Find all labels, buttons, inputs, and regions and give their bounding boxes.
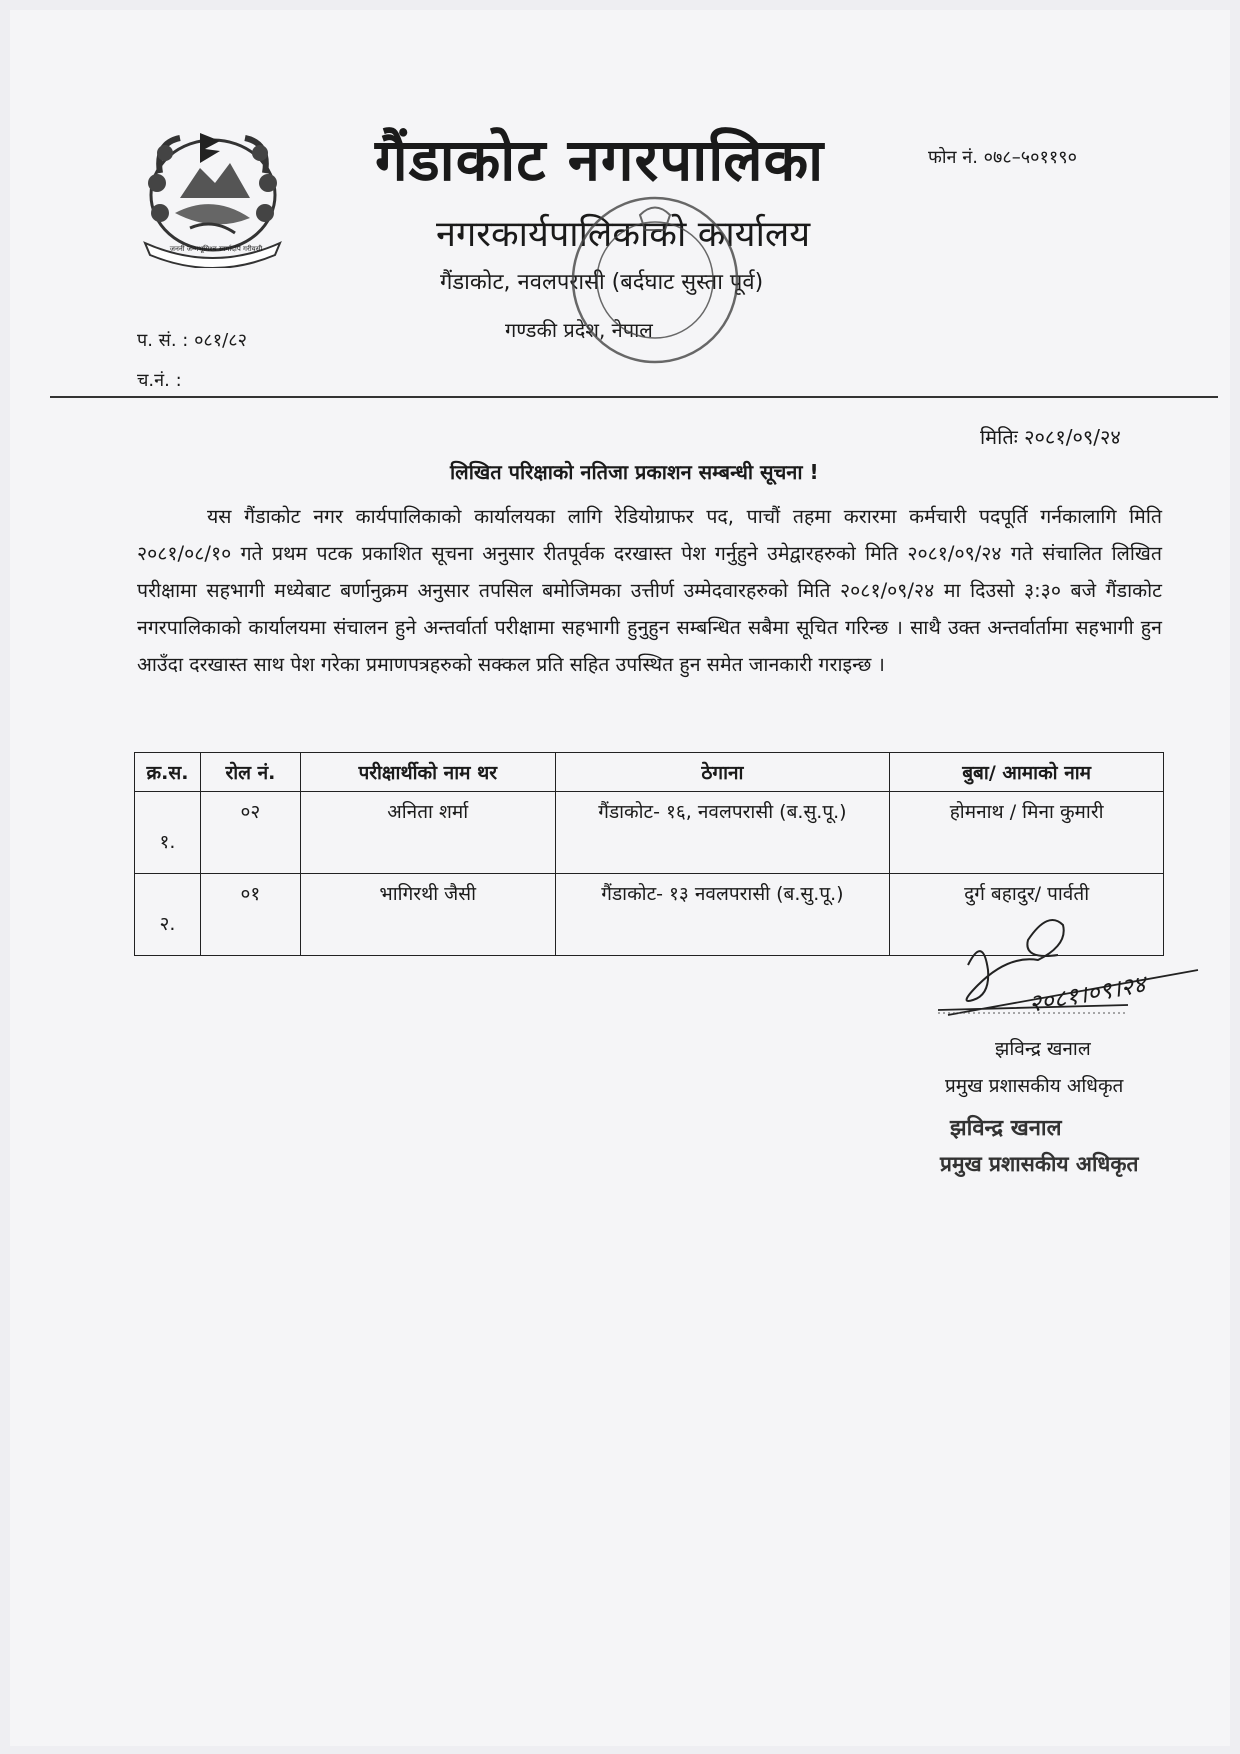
- address-line-1: गैंडाकोट, नवलपरासी (बर्दघाट सुस्ता पूर्व): [440, 270, 764, 295]
- document-page: [10, 10, 1230, 1746]
- signature-date: २०८१।०९।२४: [1026, 969, 1148, 1019]
- signatory-name: झविन्द्र खनाल: [995, 1038, 1091, 1060]
- cell-parents: दुर्ग बहादुर/ पार्वती: [890, 874, 1164, 956]
- table-header-row: [135, 753, 1164, 792]
- municipality-title: गैंडाकोट नगरपालिका: [375, 126, 825, 194]
- office-name: नगरकार्यपालिकाको कार्यालय: [436, 214, 811, 255]
- office-stamp-icon: [555, 185, 755, 395]
- cell-serial: २.: [135, 874, 201, 956]
- reference-number: प. सं. : ०८१/८२: [137, 330, 247, 351]
- cell-name: अनिता शर्मा: [300, 792, 555, 874]
- cell-roll: ०१: [200, 874, 300, 956]
- notice-date: मितिः २०८१/०९/२४: [980, 425, 1121, 449]
- name-stamp: झविन्द्र खनाल: [950, 1116, 1062, 1141]
- cell-roll: ०२: [200, 792, 300, 874]
- cell-address: गैंडाकोट- १६, नवलपरासी (ब.सु.पू.): [555, 792, 890, 874]
- signatory-title: प्रमुख प्रशासकीय अधिकृत: [945, 1075, 1124, 1097]
- address-line-2: गण्डकी प्रदेश, नेपाल: [505, 318, 653, 342]
- cell-serial: १.: [135, 792, 201, 874]
- cell-address: गैंडाकोट- १३ नवलपरासी (ब.सु.पू.): [555, 874, 890, 956]
- emblem-motto: जननी जन्मभूमिश्च स्वर्गादपि गरीयसी: [169, 245, 263, 253]
- header-address: ठेगाना: [555, 753, 890, 792]
- header-roll: रोल नं.: [200, 753, 300, 792]
- signature-icon: [928, 915, 1213, 1030]
- header-divider: [50, 396, 1218, 398]
- dispatch-number: च.नं. :: [137, 370, 182, 391]
- header-name: परीक्षार्थीको नाम थर: [300, 753, 555, 792]
- notice-body: यस गैंडाकोट नगर कार्यपालिकाको कार्यालयका लागि रेडियोग्राफर पद, पाचौं तहमा करारमा कर्मचारी पदपूर्ति गर्नकालागि मिति २०८१/०८/१० गते प्रथम पटक प्रकाशित सूचना अनुसार रीतपूर्वक दरखास्त पेश गर्नुहुने उमेद्वारहरुको मिति २०८१/०९/२४ गते संचालित लिखित परीक्षामा सहभागी मध्येबाट बर्णानुक्रम अनुसार तपसिल बमोजिमका उत्तीर्ण उम्मेदवारहरुको मिति २०८१/०९/२४ मा दिउसो ३:३० बजे गैंडाकोट नगरपालिकाको कार्यालयमा संचालन हुने अन्तर्वार्ता परीक्षामा सहभागी हुनुहुन सम्बन्धित सबैमा सूचित गरिन्छ । साथै उक्त अन्तर्वार्तामा सहभागी हुन आउँदा दरखास्त साथ पेश गरेका प्रमाणपत्रहरुको सक्कल प्रति सहित उपस्थित हुन समेत जानकारी गराइन्छ ।: [137, 505, 1162, 676]
- phone-number: फोन नं. ०७८–५०११९०: [928, 147, 1077, 168]
- cell-parents: होमनाथ / मिना कुमारी: [890, 792, 1164, 874]
- table-row: [135, 792, 1164, 874]
- notice-subject: लिखित परिक्षाको नतिजा प्रकाशन सम्बन्धी सूचना !: [450, 460, 819, 484]
- cell-name: भागिरथी जैसी: [300, 874, 555, 956]
- header-serial: क्र.स.: [135, 753, 201, 792]
- title-stamp: प्रमुख प्रशासकीय अधिकृत: [940, 1152, 1139, 1176]
- header-parents: बुबा/ आमाको नाम: [890, 753, 1164, 792]
